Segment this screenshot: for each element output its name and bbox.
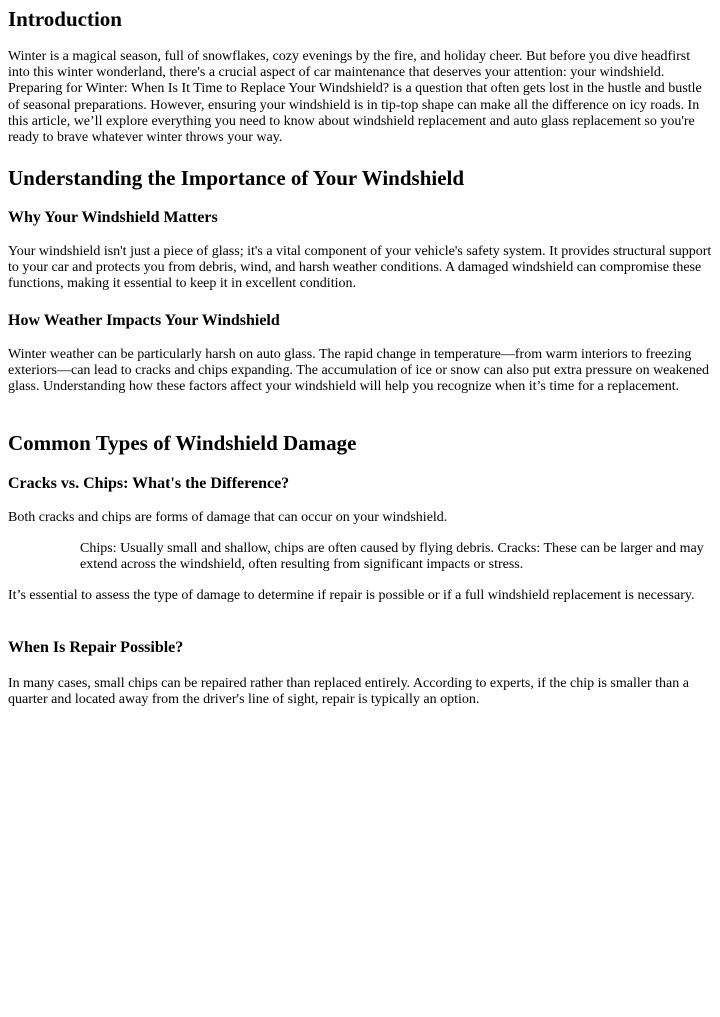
intro-paragraph: Winter is a magical season, full of snowflakes, cozy evenings by the fire, and holiday cheer. But before you dive headfirst into this winter wonderland, there's a crucial aspect of car maintenance that deserves your attention: your windshield. Preparing for Winter: When Is It Time to Replace Your Windshield? is a question that often gets lost in the hustle and bustle of seasonal preparations. However, ensuring your windshield is in tip-top shape can make all the difference on icy roads. In this article, we’ll explore everything you need to know about windshield replacement and auto glass replacement so you're ready to brave whatever winter throws your way.	[8, 49, 702, 146]
intro-heading: Introduction	[8, 7, 122, 31]
cracks-heading: Cracks vs. Chips: What's the Difference?	[8, 475, 290, 492]
importance-heading: Understanding the Importance of Your Windshield	[8, 166, 465, 190]
weather-paragraph: Winter weather can be particularly harsh on auto glass. The rapid change in temperature—from warm interiors to freezing exteriors—can lead to cracks and chips expanding. The accumulation of ice or snow can also put extra pressure on weakened glass. Understanding how these factors affect your windshield will help you recognize when it’s time for a replacement.	[8, 347, 710, 395]
weather-heading: How Weather Impacts Your Windshield	[8, 312, 280, 329]
damage-types-quote: Chips: Usually small and shallow, chips are often caused by flying debris. Cracks: These can be larger and may extend across the windshield, often resulting from significant impacts or stress.	[80, 541, 704, 573]
damage-heading: Common Types of Windshield Damage	[8, 431, 357, 455]
why-paragraph: Your windshield isn't just a piece of glass; it's a vital component of your vehicle's safety system. It provides structural support to your car and protects you from debris, wind, and harsh weather conditions. A damaged windshield can compromise these functions, making it essential to keep it in excellent condition.	[8, 244, 712, 292]
assess-paragraph: It’s essential to assess the type of damage to determine if repair is possible or if a full windshield replacement is necessary.	[8, 588, 695, 603]
repair-heading: When Is Repair Possible?	[8, 639, 184, 656]
cracks-paragraph: Both cracks and chips are forms of damage that can occur on your windshield.	[8, 510, 448, 525]
repair-paragraph: In many cases, small chips can be repaired rather than replaced entirely. According to experts, if the chip is smaller than a quarter and located away from the driver's line of sight, repair is typically an option.	[8, 676, 689, 708]
why-heading: Why Your Windshield Matters	[8, 209, 218, 226]
